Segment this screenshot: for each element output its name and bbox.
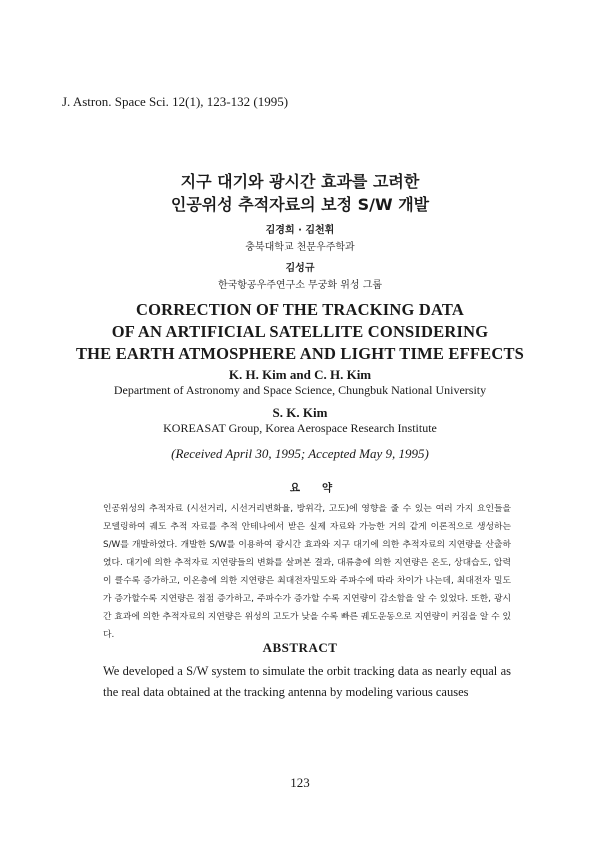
received-dates: (Received April 30, 1995; Accepted May 9, 1995) xyxy=(171,446,429,461)
korean-authors-1: 김경희 · 김천휘 xyxy=(265,225,335,236)
english-affiliation-1: Department of Astronomy and Space Science, Chungbuk National University xyxy=(113,383,487,397)
abstract-heading: ABSTRACT xyxy=(262,640,338,655)
korean-abstract-heading: 요약 xyxy=(289,482,355,494)
korean-affiliation-2: 한국항공우주연구소 무궁화 위성 그룹 xyxy=(217,280,383,291)
english-authors-1: K. H. Kim and C. H. Kim xyxy=(228,367,372,382)
english-title-line-2: OF AN ARTIFICIAL SATELLITE CONSIDERING xyxy=(111,322,489,341)
english-abstract-body: We developed a S/W system to simulate the orbit tracking data as nearly equal as the real data obtained at the tracking antenna by modeling various causes xyxy=(103,664,511,699)
korean-title-line-2: 인공위성 추적자료의 보정 S/W 개발 xyxy=(170,195,430,214)
english-authors-2: S. K. Kim xyxy=(272,405,328,420)
english-title-line-3: THE EARTH ATMOSPHERE AND LIGHT TIME EFFECTS xyxy=(75,344,525,363)
journal-header: J. Astron. Space Sci. 12(1), 123-132 (1995) xyxy=(62,94,289,109)
korean-title-line-1: 지구 대기와 광시간 효과를 고려한 xyxy=(180,172,420,191)
korean-abstract-body: 인공위성의 추적자료 (시선거리, 시선거리변화율, 방위각, 고도)에 영향을 줄 수 있는 여러 가지 요인들을 모델링하여 궤도 추적 자료를 추적 안테나에서 받은 실제 자료와 가능한 거의 같게 이론적으로 생성하는 S/W를 개발하였다. 개발한 S/W를 이용하여 광시간 효과와 지구 대기에 의한 추적자료의 지연량을 산출하였다. 대기에 의한 추적자료 지연량들의 변화를 살펴본 결과, 대류층에 의한 지연량은 온도, 상대습도, 압력이 클수록 증가하고, 이온층에 의한 지연량은 최대전자밀도와 주파수에 따라 차이가 나는데, 최대전자 밀도가 증가할수록 지연량은 점점 증가하고, 주파수가 증가할 수록 지연량이 감소함을 알 수 있었다. 또한, 광시간 효과에 의한 추적자료의 지연량은 위성의 고도가 낮을 수록 빠른 궤도운동으로 지연량이 커짐을 알 수 있다. xyxy=(103,504,511,640)
korean-authors-2: 김성규 xyxy=(285,263,315,274)
english-affiliation-2: KOREASAT Group, Korea Aerospace Research Institute xyxy=(163,421,437,435)
korean-affiliation-1: 충북대학교 천문우주학과 xyxy=(245,242,355,253)
english-title-line-1: CORRECTION OF THE TRACKING DATA xyxy=(136,300,464,319)
page-number: 123 xyxy=(290,775,310,790)
